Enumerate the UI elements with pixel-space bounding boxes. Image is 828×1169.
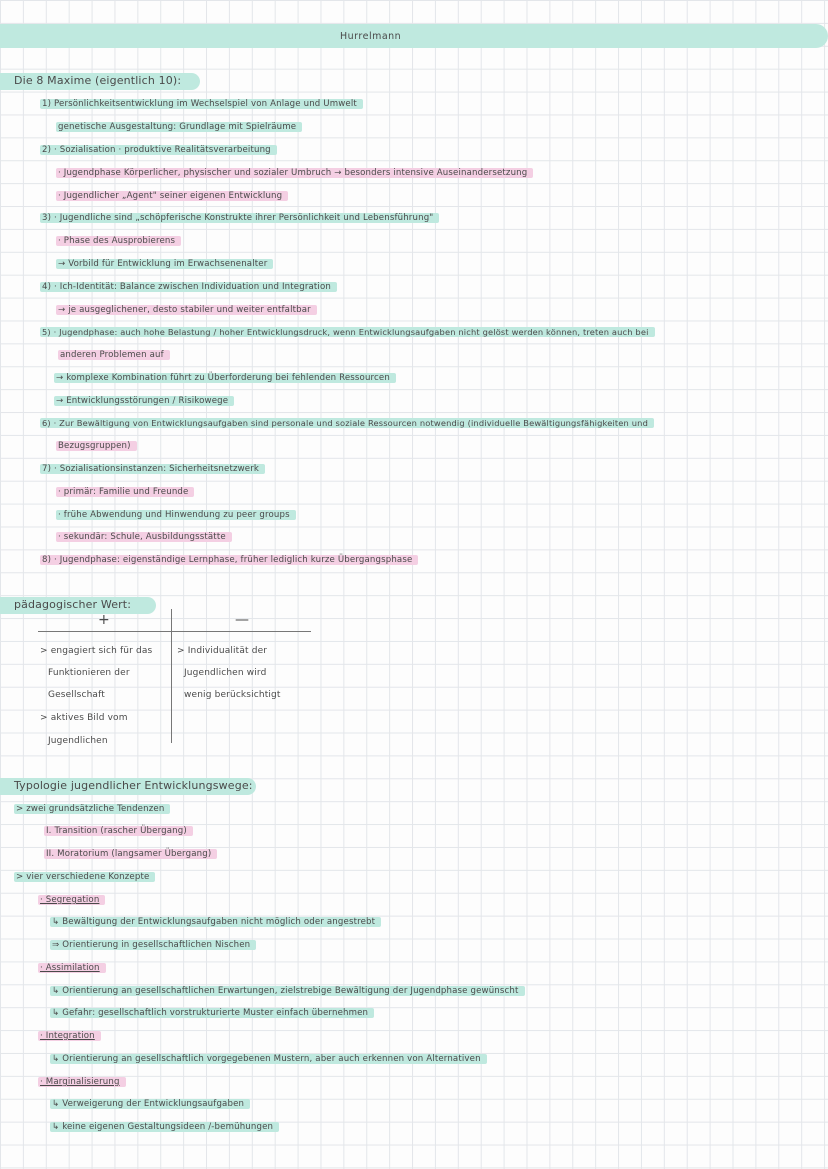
minus-item-2: Jugendlichen wird (184, 668, 267, 678)
maxime-line-2: genetische Ausgestaltung: Grundlage mit Spielräume (56, 122, 302, 132)
maxime-line-15: 6) · Zur Bewältigung von Entwicklungsaufgaben sind personale und soziale Ressourcen notwendig (individuelle Bewältigungsfähigkeiten und (40, 418, 654, 428)
maxime-line-11: 5) · Jugendphase: auch hohe Belastung / hoher Entwicklungsdruck, wenn Entwicklungsaufgaben nicht gelöst werden können, treten auch bei (40, 327, 655, 337)
typologie-line-2: I. Transition (rascher Übergang) (44, 826, 193, 836)
maxime-line-1: 1) Persönlichkeitsentwicklung im Wechselspiel von Anlage und Umwelt (40, 99, 363, 109)
plus-item-5: Jugendlichen (48, 736, 108, 746)
typologie-line-15: ↳ keine eigenen Gestaltungsideen /-bemühungen (50, 1122, 279, 1132)
title-highlight-bar (0, 24, 828, 48)
typologie-line-6: ↳ Bewältigung der Entwicklungsaufgaben nicht möglich oder angestrebt (50, 917, 381, 927)
minus-column-header: — (235, 612, 249, 628)
maxime-line-8: → Vorbild für Entwicklung im Erwachsenenalter (56, 259, 273, 269)
maxime-line-13: → komplexe Kombination führt zu Überforderung bei fehlenden Ressourcen (54, 373, 396, 383)
maxime-line-19: · frühe Abwendung und Hinwendung zu peer groups (56, 510, 296, 520)
typologie-line-11: · Integration (38, 1031, 101, 1041)
typologie-line-7: ⇒ Orientierung in gesellschaftlichen Nischen (50, 940, 256, 950)
typologie-line-13: · Marginalisierung (38, 1077, 126, 1087)
plus-item-4: > aktives Bild vom (40, 713, 128, 723)
page-title: Hurrelmann (340, 31, 402, 42)
maxime-line-18: · primär: Familie und Freunde (56, 487, 194, 497)
typologie-line-5: · Segregation (38, 895, 105, 905)
maxime-line-3: 2) · Sozialisation · produktive Realitätsverarbeitung (40, 145, 277, 155)
typologie-line-1: > zwei grundsätzliche Tendenzen (14, 804, 170, 814)
typologie-line-14: ↳ Verweigerung der Entwicklungsaufgaben (50, 1099, 250, 1109)
maxime-line-20: · sekundär: Schule, Ausbildungsstätte (56, 532, 232, 542)
maxime-line-17: 7) · Sozialisationsinstanzen: Sicherheitsnetzwerk (40, 464, 265, 474)
typologie-heading: Typologie jugendlicher Entwicklungswege: (14, 779, 253, 792)
maxime-line-9: 4) · Ich-Identität: Balance zwischen Individuation und Integration (40, 282, 337, 292)
typologie-line-8: · Assimilation (38, 963, 106, 973)
maxime-line-16: Bezugsgruppen) (56, 441, 137, 451)
maxime-line-12: anderen Problemen auf (58, 350, 170, 360)
typologie-line-3: II. Moratorium (langsamer Übergang) (44, 849, 217, 859)
table-horizontal-rule (38, 631, 311, 632)
minus-item-3: wenig berücksichtigt (184, 690, 281, 700)
maxime-line-14: → Entwicklungsstörungen / Risikowege (54, 396, 234, 406)
typologie-line-10: ↳ Gefahr: gesellschaftlich vorstrukturierte Muster einfach übernehmen (50, 1008, 374, 1018)
maxime-line-10: → je ausgeglichener, desto stabiler und weiter entfaltbar (56, 305, 317, 315)
typologie-line-4: > vier verschiedene Konzepte (14, 872, 155, 882)
minus-item-1: > Individualität der (177, 646, 268, 656)
plus-column-header: + (98, 612, 110, 628)
typologie-line-12: ↳ Orientierung an gesellschaftlich vorgegebenen Mustern, aber auch erkennen von Alternativen (50, 1054, 487, 1064)
maxime-line-5: · Jugendlicher „Agent" seiner eigenen Entwicklung (56, 191, 288, 201)
plus-item-2: Funktionieren der (48, 668, 130, 678)
maxime-heading: Die 8 Maxime (eigentlich 10): (14, 74, 182, 87)
plus-item-1: > engagiert sich für das (40, 646, 153, 656)
typologie-line-9: ↳ Orientierung an gesellschaftlichen Erwartungen, zielstrebige Bewältigung der Jugendphase gewünscht (50, 986, 525, 996)
wert-heading: pädagogischer Wert: (14, 598, 132, 611)
maxime-line-7: · Phase des Ausprobierens (56, 236, 181, 246)
maxime-line-21: 8) · Jugendphase: eigenständige Lernphase, früher lediglich kurze Übergangsphase (40, 555, 418, 565)
maxime-line-4: · Jugendphase Körperlicher, physischer und sozialer Umbruch → besonders intensive Auseinandersetzung (56, 168, 533, 178)
maxime-line-6: 3) · Jugendliche sind „schöpferische Konstrukte ihrer Persönlichkeit und Lebensführung" (40, 213, 439, 223)
table-vertical-rule (171, 609, 172, 743)
plus-item-3: Gesellschaft (48, 690, 105, 700)
